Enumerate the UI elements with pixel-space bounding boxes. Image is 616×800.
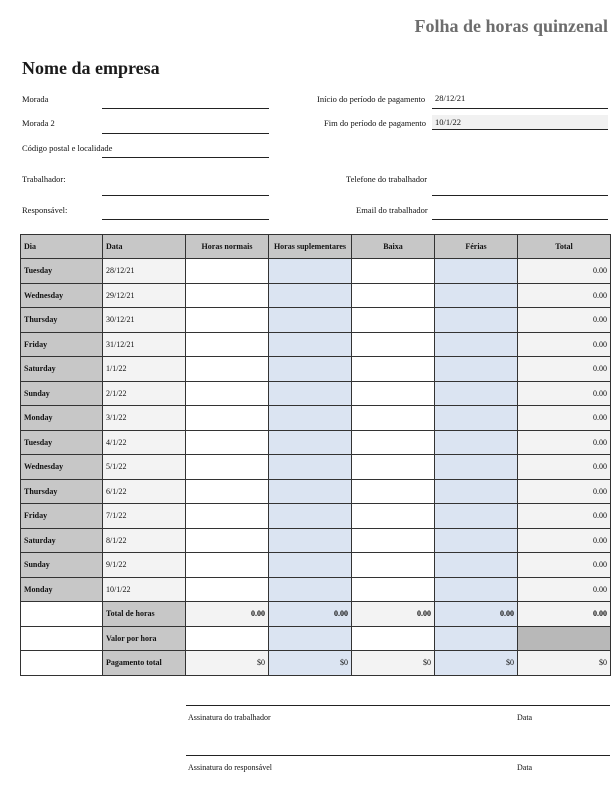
overtime-hours-input[interactable] [269, 357, 352, 382]
row-day: Monday [21, 577, 103, 602]
sick-input[interactable] [352, 553, 435, 578]
postal-label: Código postal e localidade [22, 143, 113, 153]
address2-field[interactable] [102, 133, 269, 134]
row-total: 0.00 [518, 283, 611, 308]
manager-signature-date-label: Data [517, 763, 533, 772]
vacation-input[interactable] [435, 308, 518, 333]
manager-signature-line[interactable] [186, 755, 610, 756]
table-row [21, 381, 611, 406]
row-total: 0.00 [518, 577, 611, 602]
vacation-input[interactable] [435, 553, 518, 578]
timesheet-table [20, 234, 611, 676]
row-total: 0.00 [518, 357, 611, 382]
col-vacation: Férias [435, 235, 518, 259]
document-title: Folha de horas quinzenal [414, 16, 608, 36]
col-total: Total [518, 235, 611, 259]
manager-field[interactable] [102, 219, 269, 220]
row-date[interactable]: 8/1/22 [103, 528, 186, 553]
row-day: Thursday [21, 308, 103, 333]
col-sick: Baixa [352, 235, 435, 259]
row-total: 0.00 [518, 528, 611, 553]
row-total: 0.00 [518, 308, 611, 333]
pay-sick: $0 [352, 651, 435, 676]
rate-total-cell [518, 626, 611, 651]
row-date[interactable]: 9/1/22 [103, 553, 186, 578]
company-name[interactable]: Nome da empresa [22, 58, 160, 78]
regular-hours-input[interactable] [186, 357, 269, 382]
regular-hours-input[interactable] [186, 553, 269, 578]
vacation-input[interactable] [435, 406, 518, 431]
overtime-hours-input[interactable] [269, 283, 352, 308]
regular-hours-input[interactable] [186, 528, 269, 553]
total-vacation: 0.00 [435, 602, 518, 627]
row-day: Sunday [21, 381, 103, 406]
vacation-input[interactable] [435, 430, 518, 455]
sick-input[interactable] [352, 381, 435, 406]
table-row [21, 479, 611, 504]
row-date[interactable]: 5/1/22 [103, 455, 186, 480]
sick-input[interactable] [352, 357, 435, 382]
table-row [21, 528, 611, 553]
overtime-hours-input[interactable] [269, 528, 352, 553]
vacation-input[interactable] [435, 504, 518, 529]
worker-phone-label: Telefone do trabalhador [346, 174, 428, 184]
worker-phone-field[interactable] [432, 195, 608, 196]
rate-sick-input[interactable] [352, 626, 435, 651]
worker-email-label: Email do trabalhador [356, 205, 428, 215]
sick-input[interactable] [352, 283, 435, 308]
row-date[interactable]: 31/12/21 [103, 332, 186, 357]
worker-signature-date-label: Data [517, 713, 533, 722]
col-overtime-hours: Horas suplementares [269, 235, 352, 259]
table-row [21, 406, 611, 431]
worker-field[interactable] [102, 195, 269, 196]
overtime-hours-input[interactable] [269, 553, 352, 578]
rate-regular-input[interactable] [186, 626, 269, 651]
period-start-field[interactable]: 28/12/21 [435, 93, 466, 103]
col-date: Data [103, 235, 186, 259]
overtime-hours-input[interactable] [269, 381, 352, 406]
vacation-input[interactable] [435, 259, 518, 284]
period-start-underline [432, 108, 608, 109]
sick-input[interactable] [352, 259, 435, 284]
period-end-label: Fim do período de pagamento [324, 118, 426, 128]
regular-hours-input[interactable] [186, 504, 269, 529]
address-field[interactable] [102, 108, 269, 109]
pay-overtime: $0 [269, 651, 352, 676]
rate-vacation-input[interactable] [435, 626, 518, 651]
row-total: 0.00 [518, 332, 611, 357]
table-row [21, 455, 611, 480]
row-date[interactable]: 28/12/21 [103, 259, 186, 284]
table-row [21, 332, 611, 357]
row-total: 0.00 [518, 504, 611, 529]
sick-input[interactable] [352, 430, 435, 455]
rate-overtime-input[interactable] [269, 626, 352, 651]
regular-hours-input[interactable] [186, 381, 269, 406]
row-total: 0.00 [518, 430, 611, 455]
overtime-hours-input[interactable] [269, 406, 352, 431]
regular-hours-input[interactable] [186, 259, 269, 284]
col-day: Dia [21, 235, 103, 259]
sick-input[interactable] [352, 504, 435, 529]
sick-input[interactable] [352, 308, 435, 333]
row-day: Tuesday [21, 430, 103, 455]
rate-label: Valor por hora [103, 626, 186, 651]
row-date[interactable]: 6/1/22 [103, 479, 186, 504]
row-date[interactable]: 30/12/21 [103, 308, 186, 333]
row-total: 0.00 [518, 381, 611, 406]
address-label: Morada [22, 94, 49, 104]
row-total: 0.00 [518, 553, 611, 578]
worker-email-field[interactable] [432, 219, 608, 220]
pay-label: Pagamento total [103, 651, 186, 676]
table-header-row [21, 235, 611, 259]
regular-hours-input[interactable] [186, 455, 269, 480]
sick-input[interactable] [352, 455, 435, 480]
vacation-input[interactable] [435, 528, 518, 553]
pay-regular: $0 [186, 651, 269, 676]
table-row [21, 283, 611, 308]
regular-hours-input[interactable] [186, 430, 269, 455]
sick-input[interactable] [352, 577, 435, 602]
row-day: Tuesday [21, 259, 103, 284]
overtime-hours-input[interactable] [269, 332, 352, 357]
regular-hours-input[interactable] [186, 332, 269, 357]
total-hours-row [21, 602, 611, 627]
sick-input[interactable] [352, 332, 435, 357]
row-day: Sunday [21, 553, 103, 578]
total-sick: 0.00 [352, 602, 435, 627]
total-grand: 0.00 [518, 602, 611, 627]
vacation-input[interactable] [435, 577, 518, 602]
row-date[interactable]: 29/12/21 [103, 283, 186, 308]
row-day: Monday [21, 406, 103, 431]
row-total: 0.00 [518, 479, 611, 504]
row-date[interactable]: 7/1/22 [103, 504, 186, 529]
period-end-field[interactable]: 10/1/22 [432, 115, 608, 130]
postal-field[interactable] [102, 157, 269, 158]
vacation-input[interactable] [435, 357, 518, 382]
manager-signature-label: Assinatura do responsável [188, 763, 272, 772]
row-day: Friday [21, 504, 103, 529]
overtime-hours-input[interactable] [269, 479, 352, 504]
row-day: Wednesday [21, 283, 103, 308]
row-total: 0.00 [518, 259, 611, 284]
table-row [21, 504, 611, 529]
row-total: 0.00 [518, 406, 611, 431]
sick-input[interactable] [352, 406, 435, 431]
overtime-hours-input[interactable] [269, 430, 352, 455]
table-row [21, 577, 611, 602]
table-row [21, 308, 611, 333]
table-row [21, 259, 611, 284]
overtime-hours-input[interactable] [269, 308, 352, 333]
overtime-hours-input[interactable] [269, 455, 352, 480]
row-day: Saturday [21, 357, 103, 382]
sick-input[interactable] [352, 479, 435, 504]
sick-input[interactable] [352, 528, 435, 553]
vacation-input[interactable] [435, 381, 518, 406]
vacation-input[interactable] [435, 283, 518, 308]
pay-row [21, 651, 611, 676]
total-hours-label: Total de horas [103, 602, 186, 627]
table-row [21, 430, 611, 455]
period-start-label: Início do período de pagamento [317, 94, 426, 104]
total-regular: 0.00 [186, 602, 269, 627]
row-total: 0.00 [518, 455, 611, 480]
row-date[interactable]: 4/1/22 [103, 430, 186, 455]
regular-hours-input[interactable] [186, 479, 269, 504]
row-day: Thursday [21, 479, 103, 504]
overtime-hours-input[interactable] [269, 504, 352, 529]
row-date[interactable]: 1/1/22 [103, 357, 186, 382]
regular-hours-input[interactable] [186, 283, 269, 308]
row-date[interactable]: 2/1/22 [103, 381, 186, 406]
col-regular-hours: Horas normais [186, 235, 269, 259]
regular-hours-input[interactable] [186, 406, 269, 431]
row-date[interactable]: 10/1/22 [103, 577, 186, 602]
vacation-input[interactable] [435, 455, 518, 480]
vacation-input[interactable] [435, 479, 518, 504]
total-overtime: 0.00 [269, 602, 352, 627]
table-row [21, 357, 611, 382]
worker-signature-label: Assinatura do trabalhador [188, 713, 271, 722]
table-row [21, 553, 611, 578]
pay-vacation: $0 [435, 651, 518, 676]
row-day: Wednesday [21, 455, 103, 480]
worker-signature-line[interactable] [186, 705, 610, 706]
row-day: Friday [21, 332, 103, 357]
row-date[interactable]: 3/1/22 [103, 406, 186, 431]
regular-hours-input[interactable] [186, 577, 269, 602]
overtime-hours-input[interactable] [269, 259, 352, 284]
regular-hours-input[interactable] [186, 308, 269, 333]
manager-label: Responsável: [22, 205, 68, 215]
worker-label: Trabalhador: [22, 174, 66, 184]
address2-label: Morada 2 [22, 118, 55, 128]
rate-row [21, 626, 611, 651]
overtime-hours-input[interactable] [269, 577, 352, 602]
row-day: Saturday [21, 528, 103, 553]
vacation-input[interactable] [435, 332, 518, 357]
pay-total: $0 [518, 651, 611, 676]
